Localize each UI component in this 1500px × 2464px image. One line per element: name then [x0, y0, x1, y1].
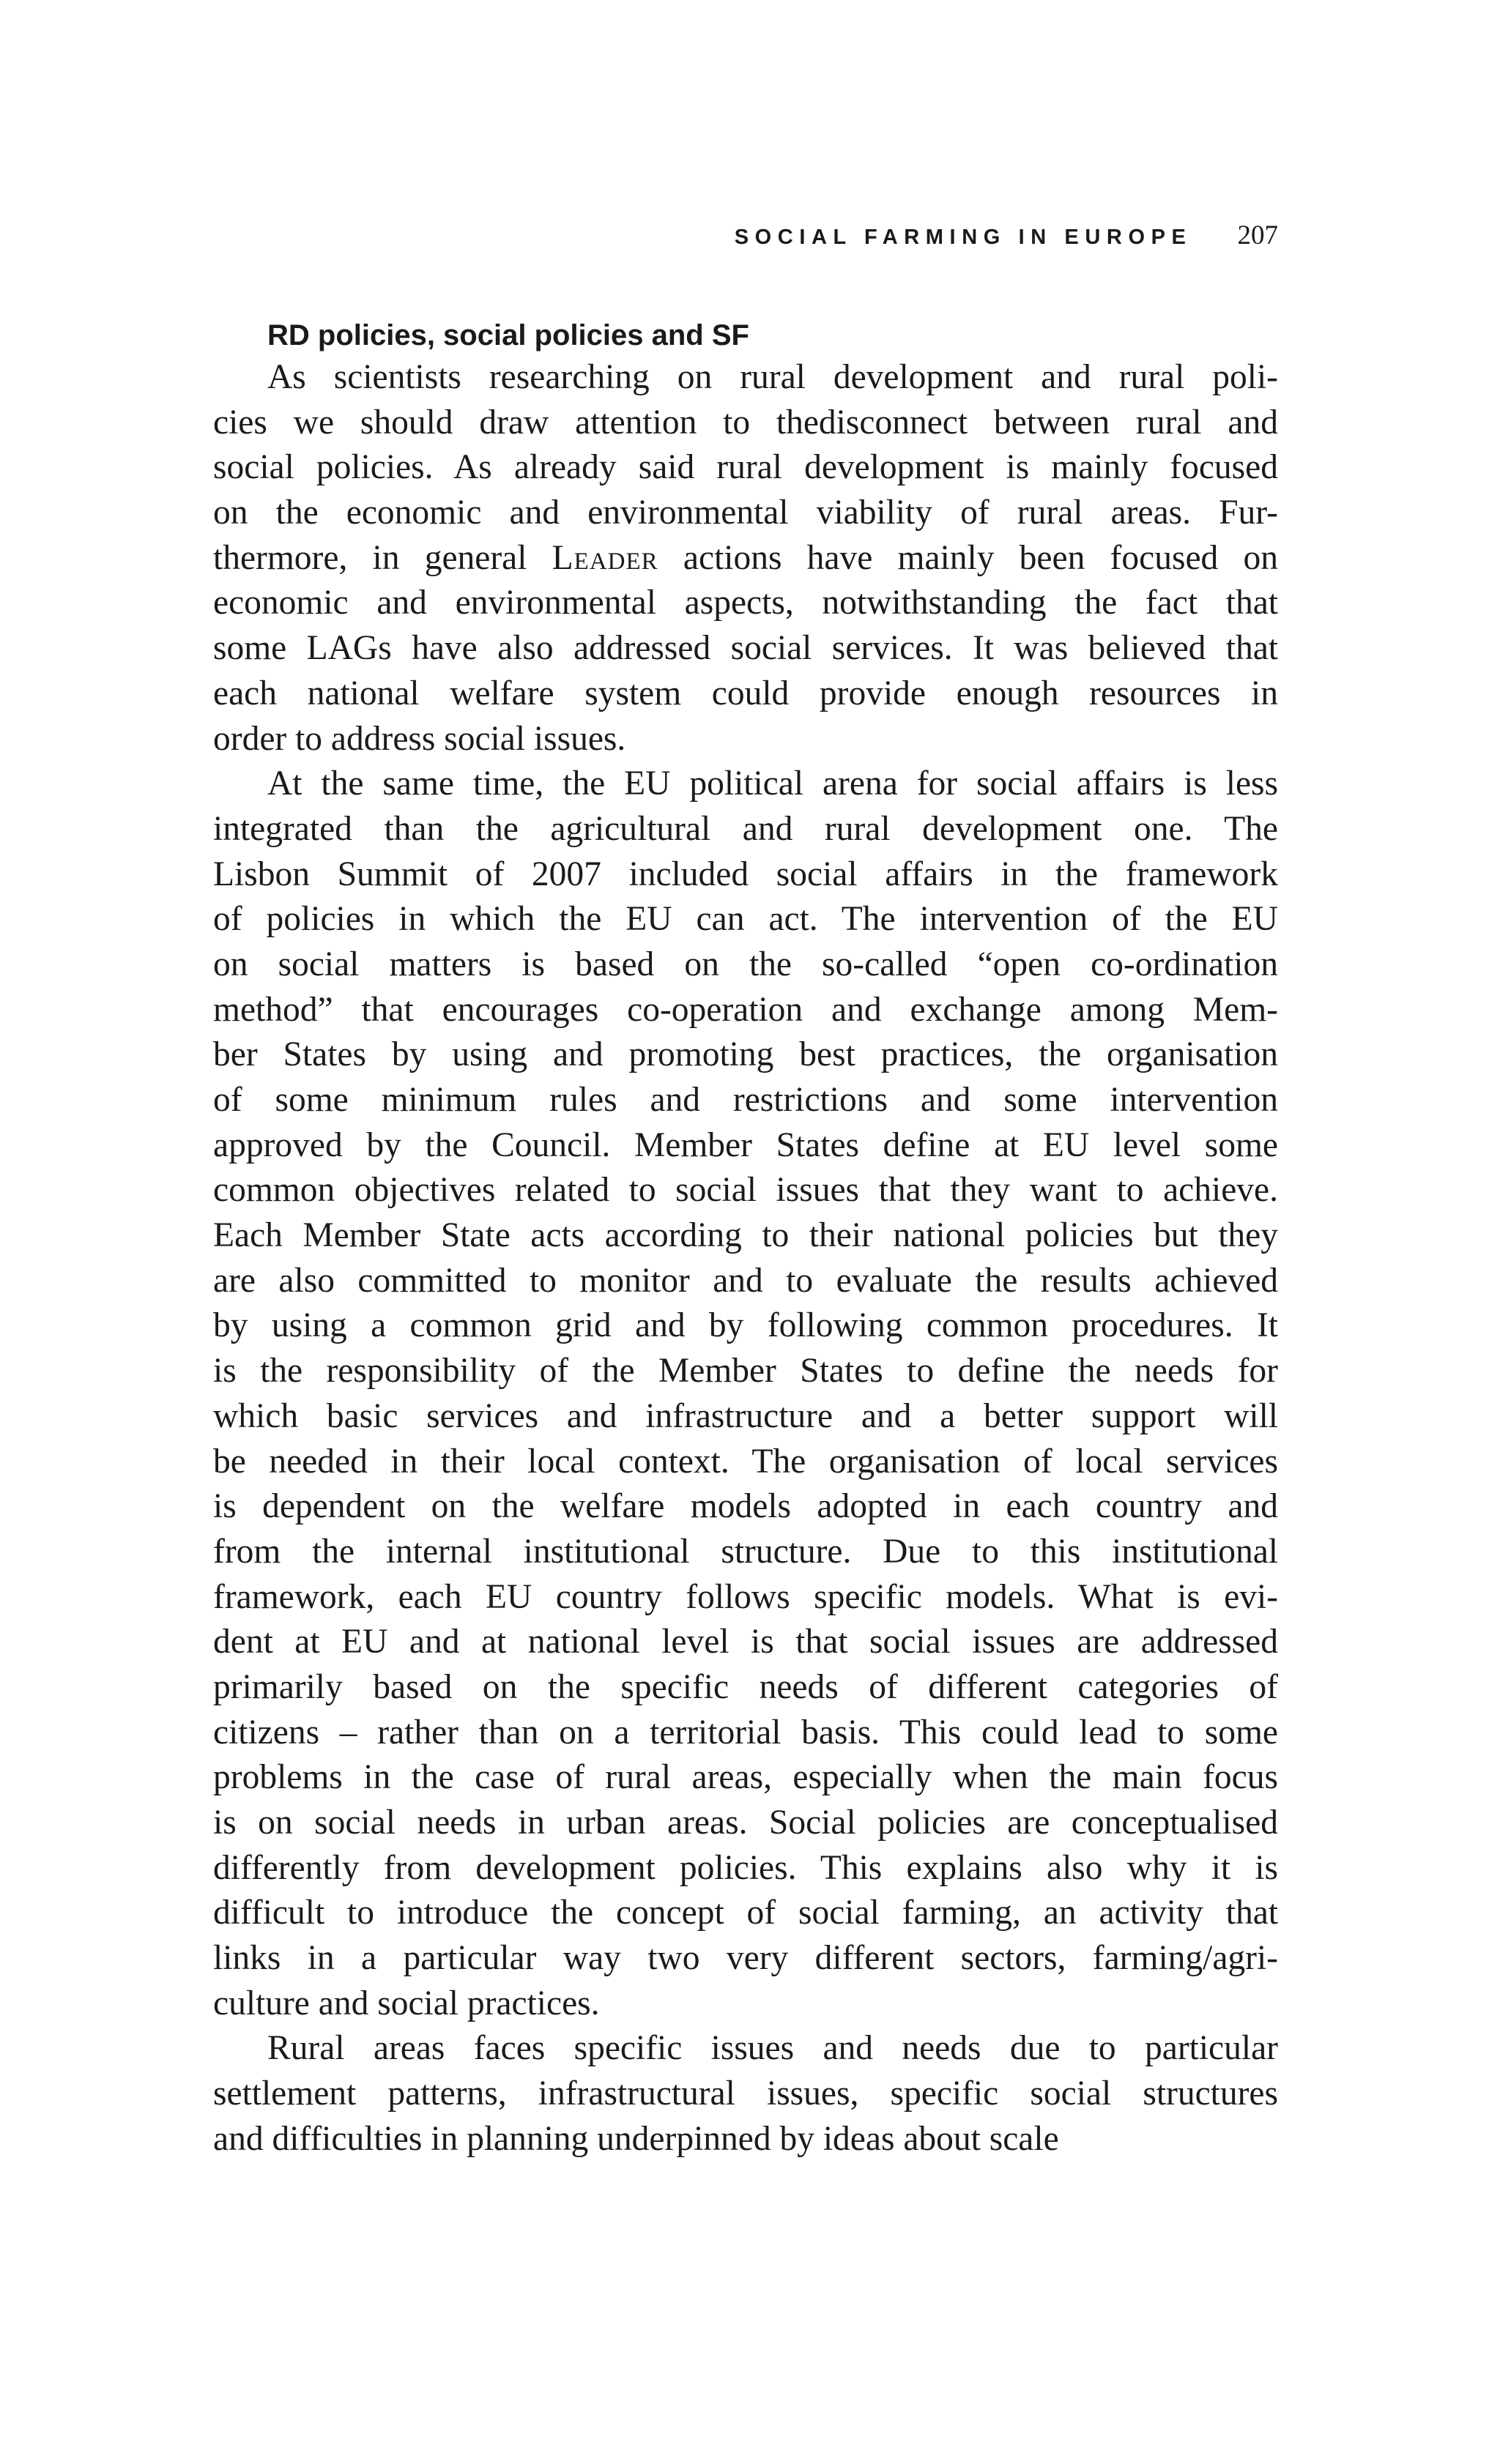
text-line: framework, each EU country follows specific models. What is evi- [213, 1577, 1278, 1616]
text-line: At the same time, the EU political arena for social affairs is less [267, 764, 1278, 803]
text-line: links in a particular way two very different sectors, farming/agri- [213, 1939, 1278, 1978]
text-line: problems in the case of rural areas, especially when the main focus [213, 1758, 1278, 1797]
running-head [213, 220, 1278, 264]
text-line: on social matters is based on the so-called “open co-ordination [213, 945, 1278, 983]
text-line: difficult to introduce the concept of social farming, an activity that [213, 1894, 1278, 1932]
text-line: settlement patterns, infrastructural issues, specific social structures [213, 2074, 1278, 2113]
leader-smallcaps: Leader [552, 538, 658, 577]
text-segment: actions have mainly been focused on [658, 538, 1278, 577]
text-line: each national welfare system could provide enough resources in [213, 674, 1278, 712]
body-text [213, 355, 1278, 2162]
text-line: is on social needs in urban areas. Social policies are conceptualised [213, 1804, 1278, 1842]
text-segment: thermore, in general [213, 538, 552, 577]
text-line: method” that encourages co-operation and exchange among Mem- [213, 990, 1278, 1029]
text-line [213, 536, 1278, 581]
text-line: of policies in which the EU can act. The intervention of the EU [213, 900, 1278, 939]
text-line: which basic services and infrastructure and a better support will [213, 1396, 1278, 1435]
text-line: primarily based on the specific needs of different categories of [213, 1667, 1278, 1706]
text-line: Lisbon Summit of 2007 included social affairs in the framework [213, 855, 1278, 893]
text-line: approved by the Council. Member States define at EU level some [213, 1125, 1278, 1164]
text-line: by using a common grid and by following common procedures. It [213, 1306, 1278, 1345]
paragraph-2 [213, 762, 1278, 2026]
running-head-title: SOCIAL FARMING IN EUROPE [734, 226, 1192, 249]
text-line: ber States by using and promoting best practices, the organisation [213, 1035, 1278, 1074]
text-line: from the internal institutional structure. Due to this institutional [213, 1532, 1278, 1571]
text-line: cies we should draw attention to thedisconnect between rural and [213, 403, 1278, 442]
text-line: of some minimum rules and restrictions and some intervention [213, 1081, 1278, 1119]
text-line: and difficulties in planning underpinned by ideas about scale [213, 2119, 1059, 2158]
text-line: differently from development policies. This explains also why it is [213, 1848, 1278, 1887]
text-line: on the economic and environmental viability of rural areas. Fur- [213, 494, 1278, 532]
text-line: As scientists researching on rural development and rural poli- [267, 358, 1278, 396]
text-line: common objectives related to social issues that they want to achieve. [213, 1171, 1278, 1210]
paragraph-1 [213, 355, 1278, 762]
text-line: dent at EU and at national level is that social issues are addressed [213, 1623, 1278, 1661]
text-line: be needed in their local context. The organisation of local services [213, 1442, 1278, 1481]
section-heading: RD policies, social policies and SF [267, 319, 749, 351]
text-line: order to address social issues. [213, 719, 626, 758]
text-line: social policies. As already said rural development is mainly focused [213, 448, 1278, 487]
text-line: economic and environmental aspects, notwithstanding the fact that [213, 584, 1278, 622]
text-line: is dependent on the welfare models adopted in each country and [213, 1487, 1278, 1526]
text-line: culture and social practices. [213, 1984, 600, 2022]
text-line: some LAGs have also addressed social services. It was believed that [213, 629, 1278, 668]
text-line: is the responsibility of the Member States to define the needs for [213, 1352, 1278, 1391]
text-line: Each Member State acts according to their national policies but they [213, 1216, 1278, 1255]
paragraph-3 [213, 2026, 1278, 2162]
text-line: citizens – rather than on a territorial basis. This could lead to some [213, 1713, 1278, 1752]
text-line: Rural areas faces specific issues and needs due to particular [267, 2029, 1278, 2068]
page-number: 207 [1237, 220, 1278, 250]
text-line: are also committed to monitor and to evaluate the results achieved [213, 1261, 1278, 1300]
text-line: integrated than the agricultural and rural development one. The [213, 809, 1278, 848]
